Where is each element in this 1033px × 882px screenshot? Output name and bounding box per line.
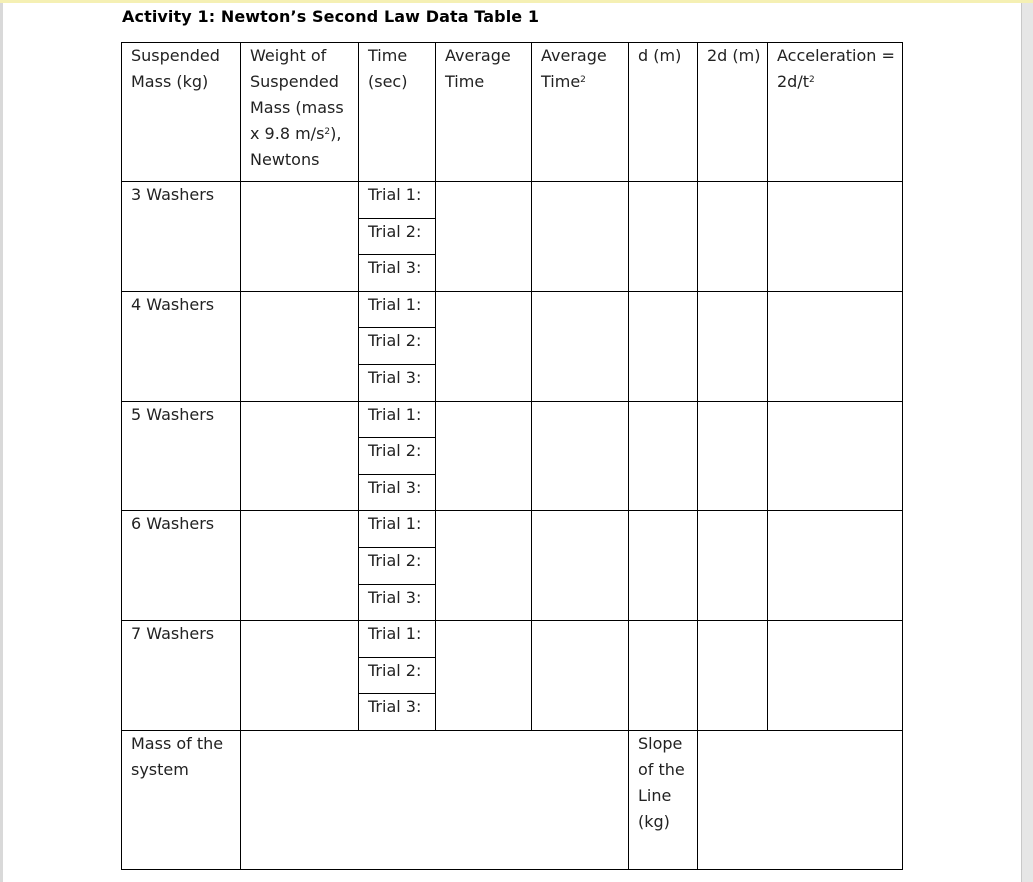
distance-cell[interactable] [629, 511, 698, 621]
slope-value[interactable] [698, 730, 903, 869]
trial-cell[interactable]: Trial 3: [359, 255, 436, 292]
weight-input-cell[interactable] [241, 621, 359, 731]
weight-input-cell[interactable] [241, 291, 359, 401]
mass-label-cell: 3 Washers [122, 182, 241, 292]
header-average-time-squared: Average Time$^2$ [532, 43, 629, 182]
mass-label-cell: 6 Washers [122, 511, 241, 621]
scrollbar-track[interactable] [1021, 3, 1033, 882]
weight-input-cell[interactable] [241, 401, 359, 511]
trial-cell[interactable]: Trial 1: [359, 182, 436, 219]
average-time-cell[interactable] [436, 401, 532, 511]
weight-input-cell[interactable] [241, 182, 359, 292]
average-time-squared-cell[interactable] [532, 182, 629, 292]
table-row [122, 511, 903, 548]
trial-cell[interactable]: Trial 1: [359, 511, 436, 548]
trial-cell[interactable]: Trial 3: [359, 474, 436, 511]
trial-cell[interactable]: Trial 2: [359, 218, 436, 255]
distance-cell[interactable] [629, 291, 698, 401]
table-row [122, 621, 903, 658]
double-distance-cell[interactable] [698, 182, 768, 292]
header-row [122, 43, 903, 182]
acceleration-cell[interactable] [768, 182, 903, 292]
trial-cell[interactable]: Trial 2: [359, 547, 436, 584]
average-time-cell[interactable] [436, 511, 532, 621]
distance-cell[interactable] [629, 182, 698, 292]
acceleration-cell[interactable] [768, 401, 903, 511]
average-time-cell[interactable] [436, 182, 532, 292]
mass-label-cell: 7 Washers [122, 621, 241, 731]
mass-label-cell: 5 Washers [122, 401, 241, 511]
double-distance-cell[interactable] [698, 621, 768, 731]
mass-of-system-value[interactable] [241, 730, 629, 869]
data-table [121, 42, 903, 870]
double-distance-cell[interactable] [698, 401, 768, 511]
acceleration-cell[interactable] [768, 511, 903, 621]
average-time-cell[interactable] [436, 621, 532, 731]
average-time-cell[interactable] [436, 291, 532, 401]
average-time-squared-cell[interactable] [532, 291, 629, 401]
header-average-time: Average Time [436, 43, 532, 182]
distance-cell[interactable] [629, 621, 698, 731]
trial-cell[interactable]: Trial 1: [359, 621, 436, 658]
average-time-squared-cell[interactable] [532, 401, 629, 511]
trial-cell[interactable]: Trial 3: [359, 584, 436, 621]
top-highlight-strip [0, 0, 1033, 3]
trial-cell[interactable]: Trial 3: [359, 694, 436, 731]
double-distance-cell[interactable] [698, 291, 768, 401]
footer-row [122, 730, 903, 869]
double-distance-cell[interactable] [698, 511, 768, 621]
header-weight: Weight of Suspended Mass (mass x 9.8 $m/s^2$), Newtons [241, 43, 359, 182]
weight-input-cell[interactable] [241, 511, 359, 621]
acceleration-cell[interactable] [768, 621, 903, 731]
distance-cell[interactable] [629, 401, 698, 511]
mass-label-cell: 4 Washers [122, 291, 241, 401]
trial-cell[interactable]: Trial 2: [359, 438, 436, 475]
slope-label: Slope of the Line (kg) [629, 730, 698, 869]
trial-cell[interactable]: Trial 1: [359, 291, 436, 328]
trial-cell[interactable]: Trial 1: [359, 401, 436, 438]
page-left-edge [0, 3, 3, 882]
header-time: Time (sec) [359, 43, 436, 182]
trial-cell[interactable]: Trial 3: [359, 364, 436, 401]
header-suspended-mass: Suspended Mass (kg) [122, 43, 241, 182]
table-row [122, 401, 903, 438]
header-acceleration: Acceleration = $2d/t^2$ [768, 43, 903, 182]
mass-of-system-label: Mass of the system [122, 730, 241, 869]
average-time-squared-cell[interactable] [532, 621, 629, 731]
header-double-distance: 2d (m) [698, 43, 768, 182]
trial-cell[interactable]: Trial 2: [359, 328, 436, 365]
header-distance: d (m) [629, 43, 698, 182]
average-time-squared-cell[interactable] [532, 511, 629, 621]
table-row [122, 291, 903, 328]
trial-cell[interactable]: Trial 2: [359, 657, 436, 694]
document-title: Activity 1: Newton’s Second Law Data Table 1 [122, 7, 540, 26]
table-row [122, 182, 903, 219]
acceleration-cell[interactable] [768, 291, 903, 401]
